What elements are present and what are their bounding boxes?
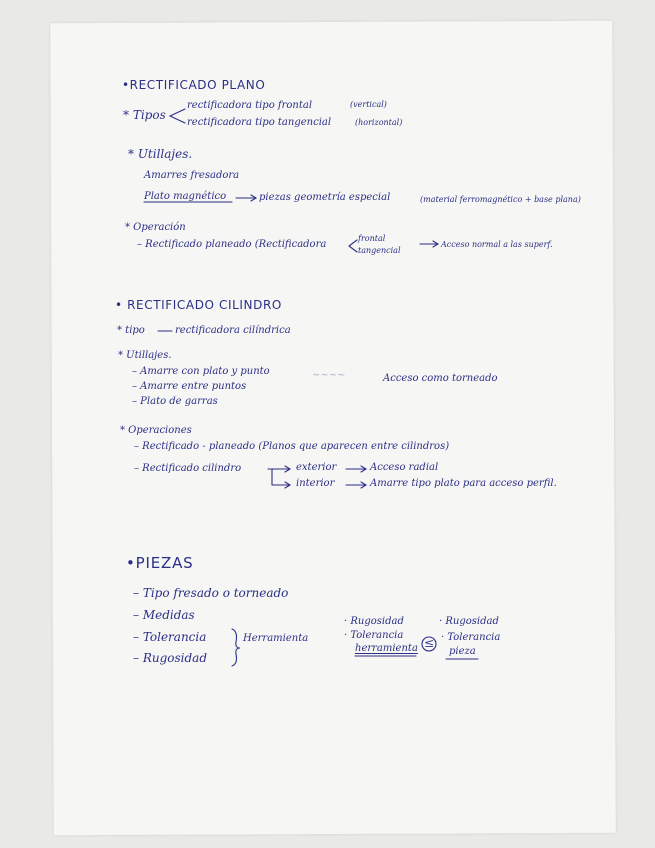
compare-right-rugosidad: · Rugosidad [439,616,499,627]
operacion-rectificado-planeado: – Rectificado planeado (Rectificadora [137,239,327,250]
operacion-label: * Operación [125,222,186,233]
operacion-cilindro: – Rectificado cilindro [134,463,242,474]
operacion-planeado: – Rectificado - planeado (Planos que aparecen entre cilindros) [134,441,450,452]
utillaje-plato-note: (material ferromagnético + base plana) [420,195,581,204]
compare-relation: ≤ [424,636,435,650]
utillaje-plato-result: piezas geometría especial [259,192,391,203]
compare-left-herramienta: herramienta [355,643,418,654]
branch-interior: interior [296,478,335,489]
piezas-medidas: – Medidas [133,608,195,622]
piezas-rugosidad: – Rugosidad [133,651,207,665]
operacion-tangencial: tangencial [358,246,401,255]
utillaje-plato-garras: – Plato de garras [132,396,218,407]
tipo-value: rectificadora cilíndrica [175,325,291,336]
compare-left-tolerancia: · Tolerancia [344,630,404,641]
operacion-frontal: frontal [358,234,386,243]
branch-exterior: exterior [296,462,337,473]
tipo-tangencial: rectificadora tipo tangencial [187,117,332,128]
utillaje-amarre-plato-punto: – Amarre con plato y punto [132,366,270,377]
tipo-frontal-note: (vertical) [350,100,387,109]
utillajes-note: Acceso como torneado [383,373,498,384]
operacion-result: Acceso normal a las superf. [441,240,553,249]
compare-left-rugosidad: · Rugosidad [344,616,404,627]
operaciones-label: * Operaciones [120,425,192,436]
section-title-piezas: •PIEZAS [126,554,194,572]
tipo-label: * tipo [117,325,145,336]
section-title-rectificado-plano: •RECTIFICADO PLANO [122,78,266,92]
compare-right-pieza: pieza [449,646,476,657]
tipo-frontal: rectificadora tipo frontal [187,100,313,111]
faint-mark: ~~~~ [312,370,346,381]
branch-interior-result: Amarre tipo plato para acceso perfil. [370,478,557,489]
utillaje-plato-magnetico: Plato magnético [144,191,227,202]
utillaje-amarre-entre-puntos: – Amarre entre puntos [132,381,247,392]
tipo-tangencial-note: (horizontal) [355,118,403,127]
utillajes-label-2: * Utillajes. [118,350,172,361]
compare-right-tolerancia: · Tolerancia [441,632,501,643]
piezas-tolerancia: – Tolerancia [133,630,207,644]
utillaje-amarres-fresadora: Amarres fresadora [144,170,240,181]
piezas-tipo: – Tipo fresado o torneado [133,586,289,600]
branch-exterior-result: Acceso radial [370,462,439,473]
brace-label-herramienta: Herramienta [243,633,309,644]
section-title-rectificado-cilindro: • RECTIFICADO CILINDRO [115,298,282,312]
tipos-label: * Tipos [123,108,166,122]
utillajes-label: * Utillajes. [128,147,193,161]
